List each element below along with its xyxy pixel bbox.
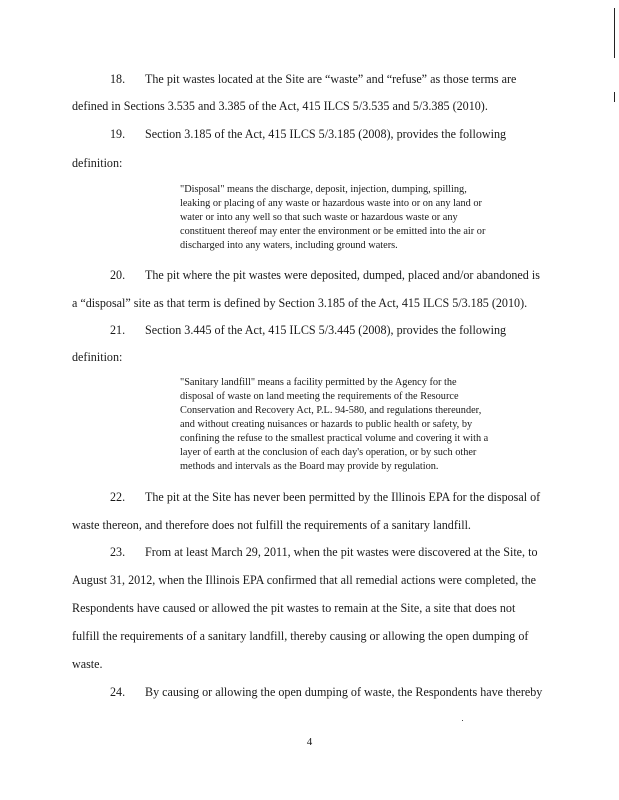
paragraph-line: August 31, 2012, when the Illinois EPA confirmed that all remedial actions were completed, the <box>72 573 537 587</box>
paragraph-line: waste. <box>72 657 103 671</box>
paragraph-number: 19. <box>110 127 126 141</box>
paragraph-number: 20. <box>110 268 126 282</box>
paragraph-number: 18. <box>110 72 126 86</box>
paragraph-line: Section 3.185 of the Act, 415 ILCS 5/3.185 (2008), provides the following <box>145 127 507 141</box>
paragraph-line: waste thereon, and therefore does not fulfill the requirements of a sanitary landfill. <box>72 518 471 532</box>
paragraph-number: 21. <box>110 323 126 337</box>
paragraph-line: Section 3.445 of the Act, 415 ILCS 5/3.445 (2008), provides the following <box>145 323 507 337</box>
paragraph-line: definition: <box>72 350 123 364</box>
paragraph-line: defined in Sections 3.535 and 3.385 of the Act, 415 ILCS 5/3.535 and 5/3.385 (2010). <box>72 99 488 113</box>
scan-edge-mark <box>614 8 615 58</box>
quote-line: Conservation and Recovery Act, P.L. 94-580, and regulations thereunder, <box>180 405 482 416</box>
quote-line: constituent thereof may enter the environment or be emitted into the air or <box>180 226 486 237</box>
quote-line: "Disposal" means the discharge, deposit, injection, dumping, spilling, <box>180 184 467 195</box>
quote-line: and without creating nuisances or hazards to public health or safety, by <box>180 419 473 430</box>
paragraph-line: Respondents have caused or allowed the pit wastes to remain at the Site, a site that does not <box>72 601 516 615</box>
quote-line: "Sanitary landfill" means a facility permitted by the Agency for the <box>180 377 457 388</box>
page-number: 4 <box>306 736 313 748</box>
paragraph-line: By causing or allowing the open dumping of waste, the Respondents have thereby <box>145 685 543 699</box>
quote-line: leaking or placing of any waste or hazardous waste into or on any land or <box>180 198 482 209</box>
scan-speck <box>462 720 463 721</box>
scan-edge-mark <box>614 92 615 102</box>
paragraph-number: 23. <box>110 545 126 559</box>
paragraph-line: fulfill the requirements of a sanitary landfill, thereby causing or allowing the open dumping of <box>72 629 529 643</box>
quote-line: disposal of waste on land meeting the requirements of the Resource <box>180 391 459 402</box>
paragraph-line: The pit at the Site has never been permitted by the Illinois EPA for the disposal of <box>145 490 541 504</box>
quote-line: discharged into any waters, including ground waters. <box>180 240 398 251</box>
paragraph-line: From at least March 29, 2011, when the pit wastes were discovered at the Site, to <box>145 545 538 559</box>
quote-line: water or into any well so that such waste or hazardous waste or any <box>180 212 458 223</box>
quote-line: confining the refuse to the smallest practical volume and covering it with a <box>180 433 489 444</box>
paragraph-line: definition: <box>72 156 123 170</box>
quote-line: methods and intervals as the Board may provide by regulation. <box>180 461 439 472</box>
paragraph-number: 22. <box>110 490 126 504</box>
paragraph-line: a “disposal” site as that term is defined by Section 3.185 of the Act, 415 ILCS 5/3.185 (2010). <box>72 296 528 310</box>
paragraph-line: The pit where the pit wastes were deposited, dumped, placed and/or abandoned is <box>145 268 540 282</box>
paragraph-line: The pit wastes located at the Site are “waste” and “refuse” as those terms are <box>145 72 517 86</box>
quote-line: layer of earth at the conclusion of each day's operation, or by such other <box>180 447 477 458</box>
paragraph-number: 24. <box>110 685 126 699</box>
